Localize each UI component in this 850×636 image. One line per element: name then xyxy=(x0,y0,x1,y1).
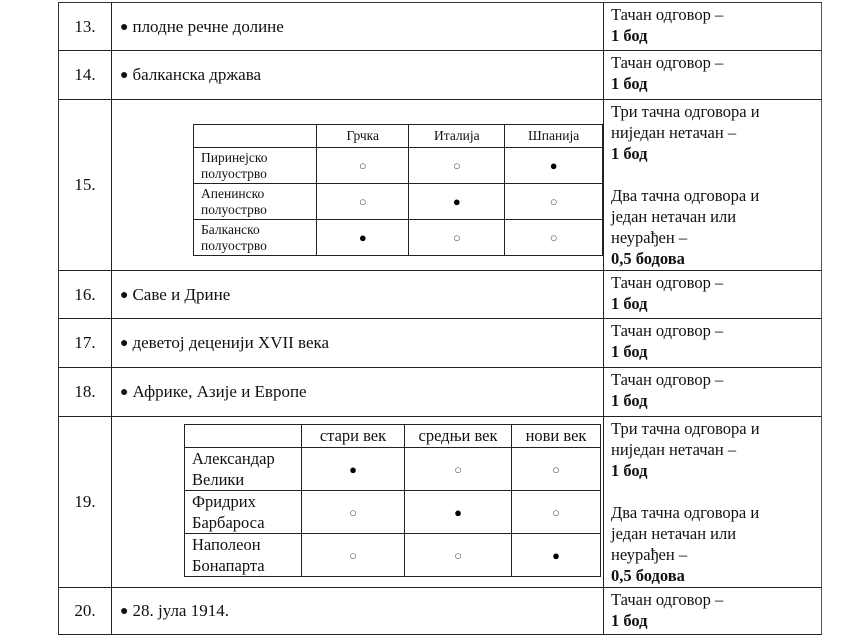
filled-circle-icon: ● xyxy=(358,229,367,245)
row-label xyxy=(194,184,317,220)
mark-cell xyxy=(512,491,601,534)
empty-circle-icon: ○ xyxy=(454,462,462,477)
mark-cell xyxy=(302,448,405,491)
row-label-line: Александар xyxy=(192,449,275,468)
points-label: Тачан одговор – xyxy=(611,590,724,609)
answer-cell xyxy=(112,368,604,416)
row-label-line: Апенинско xyxy=(201,185,265,201)
empty-circle-icon: ○ xyxy=(349,505,357,520)
mark-cell xyxy=(302,534,405,577)
points-label: један нетачан или xyxy=(611,524,737,543)
points-cell xyxy=(604,271,821,318)
table-row xyxy=(185,491,601,534)
table-row xyxy=(194,184,603,220)
table-row xyxy=(58,3,822,51)
row-label-line: Балканско xyxy=(201,221,260,237)
answer-value: Саве и Дрине xyxy=(132,284,231,304)
mark-cell xyxy=(512,448,601,491)
points-cell xyxy=(604,319,821,367)
answer-cell xyxy=(112,3,604,50)
column-header: Италија xyxy=(409,125,505,148)
row-label xyxy=(185,491,302,534)
table-row xyxy=(194,220,603,256)
mark-cell xyxy=(409,148,505,184)
table-row xyxy=(58,417,822,588)
bullet-icon: ● xyxy=(120,287,129,303)
answer-cell xyxy=(112,588,604,634)
row-label xyxy=(185,448,302,491)
row-label-line: полуострво xyxy=(201,237,267,253)
column-header: Шпанија xyxy=(505,125,603,148)
row-label xyxy=(194,220,317,256)
points-value: 1 бод xyxy=(611,391,648,410)
empty-circle-icon: ○ xyxy=(452,229,461,245)
row-label-line: полуострво xyxy=(201,165,267,181)
question-number: 14. xyxy=(59,51,112,99)
empty-circle-icon: ○ xyxy=(549,193,558,209)
mark-cell xyxy=(302,491,405,534)
answer-value: деветој деценији XVII века xyxy=(132,333,330,352)
points-label: ниједан нетачан – xyxy=(611,440,737,459)
points-label: Два тачна одговора и xyxy=(611,186,760,205)
header-corner-cell xyxy=(185,425,302,448)
row-label-line: Барбароса xyxy=(192,513,265,532)
bullet-icon: ● xyxy=(120,336,129,351)
row-label xyxy=(194,148,317,184)
column-header: стари век xyxy=(302,425,405,448)
question-number: 15. xyxy=(59,100,112,270)
table-header-row xyxy=(194,125,603,148)
mark-cell xyxy=(505,184,603,220)
points-label: Тачан одговор – xyxy=(611,321,724,340)
bullet-icon: ● xyxy=(120,19,129,35)
empty-circle-icon: ○ xyxy=(358,157,367,173)
answer-value: 28. јула 1914. xyxy=(132,601,229,620)
points-label: Тачан одговор – xyxy=(611,273,724,292)
points-value: 1 бод xyxy=(611,611,648,630)
mark-cell xyxy=(409,184,505,220)
answer-cell xyxy=(112,100,604,270)
mark-cell xyxy=(317,184,409,220)
points-label: Три тачна одговора и xyxy=(611,102,760,121)
points-cell xyxy=(604,3,821,50)
spacer xyxy=(611,481,821,502)
points-value: 1 бод xyxy=(611,294,648,313)
answer-text xyxy=(120,333,329,353)
points-label: ниједан нетачан – xyxy=(611,123,737,142)
filled-circle-icon: ● xyxy=(349,462,357,477)
points-value: 1 бод xyxy=(611,461,648,480)
mark-cell xyxy=(405,448,512,491)
points-cell xyxy=(604,588,821,634)
mark-cell xyxy=(317,148,409,184)
spacer xyxy=(611,164,821,185)
column-header: нови век xyxy=(512,425,601,448)
answer-text xyxy=(120,601,229,621)
answer-cell xyxy=(112,319,604,367)
question-number: 13. xyxy=(59,3,112,50)
peninsula-country-table xyxy=(193,124,603,256)
points-value: 0,5 бодова xyxy=(611,566,685,585)
points-label: Тачан одговор – xyxy=(611,5,724,24)
mark-cell xyxy=(405,534,512,577)
empty-circle-icon: ○ xyxy=(549,229,558,245)
points-value: 0,5 бодова xyxy=(611,249,685,268)
points-label: неурађен – xyxy=(611,545,688,564)
answer-cell xyxy=(112,271,604,318)
points-label: Тачан одговор – xyxy=(611,370,724,389)
answer-text xyxy=(120,17,284,37)
answer-cell xyxy=(112,51,604,99)
points-label: Тачан одговор – xyxy=(611,53,724,72)
answer-text xyxy=(120,382,307,402)
mark-cell xyxy=(409,220,505,256)
bullet-icon: ● xyxy=(120,604,129,619)
mark-cell xyxy=(317,220,409,256)
table-row xyxy=(185,448,601,491)
table-row xyxy=(58,100,822,271)
points-label: један нетачан или xyxy=(611,207,737,226)
table-row xyxy=(58,368,822,417)
table-row xyxy=(58,271,822,319)
points-cell xyxy=(604,51,821,99)
mark-cell xyxy=(405,491,512,534)
points-value: 1 бод xyxy=(611,144,648,163)
points-cell xyxy=(604,100,821,270)
points-label: неурађен – xyxy=(611,228,688,247)
filled-circle-icon: ● xyxy=(452,193,461,209)
table-row xyxy=(58,319,822,368)
question-number: 17. xyxy=(59,319,112,367)
answer-value: Африке, Азије и Европе xyxy=(132,382,307,401)
points-cell xyxy=(604,368,821,416)
filled-circle-icon: ● xyxy=(549,157,558,173)
points-value: 1 бод xyxy=(611,26,648,45)
mark-cell xyxy=(512,534,601,577)
table-row xyxy=(58,51,822,100)
answer-value: плодне речне долине xyxy=(132,16,284,36)
row-label xyxy=(185,534,302,577)
table-row xyxy=(194,148,603,184)
empty-circle-icon: ○ xyxy=(552,505,560,520)
filled-circle-icon: ● xyxy=(454,505,462,520)
question-number: 18. xyxy=(59,368,112,416)
points-value: 1 бод xyxy=(611,74,648,93)
points-value: 1 бод xyxy=(611,342,648,361)
points-label: Три тачна одговора и xyxy=(611,419,760,438)
row-label-line: Бонапарта xyxy=(192,556,265,575)
bullet-icon: ● xyxy=(120,68,129,83)
row-label-line: Фридрих xyxy=(192,492,256,511)
points-label: Два тачна одговора и xyxy=(611,503,760,522)
question-number: 16. xyxy=(59,271,112,318)
ruler-era-table xyxy=(184,424,601,577)
answer-value: балканска држава xyxy=(132,65,262,84)
empty-circle-icon: ○ xyxy=(452,157,461,173)
header-corner-cell xyxy=(194,125,317,148)
column-header: средњи век xyxy=(405,425,512,448)
bullet-icon: ● xyxy=(120,385,129,400)
points-cell xyxy=(604,417,821,587)
question-number: 20. xyxy=(59,588,112,634)
table-row xyxy=(185,534,601,577)
table-header-row xyxy=(185,425,601,448)
column-header: Грчка xyxy=(317,125,409,148)
table-row xyxy=(58,588,822,635)
filled-circle-icon: ● xyxy=(552,548,560,563)
question-number: 19. xyxy=(59,417,112,587)
answer-cell xyxy=(112,417,604,587)
mark-cell xyxy=(505,220,603,256)
row-label-line: Пиринејско xyxy=(201,149,268,165)
row-label-line: полуострво xyxy=(201,201,267,217)
empty-circle-icon: ○ xyxy=(349,548,357,563)
mark-cell xyxy=(505,148,603,184)
row-label-line: Велики xyxy=(192,470,245,489)
empty-circle-icon: ○ xyxy=(552,462,560,477)
answer-text xyxy=(120,285,230,305)
empty-circle-icon: ○ xyxy=(454,548,462,563)
empty-circle-icon: ○ xyxy=(358,193,367,209)
answer-text xyxy=(120,65,261,85)
row-label-line: Наполеон xyxy=(192,535,261,554)
